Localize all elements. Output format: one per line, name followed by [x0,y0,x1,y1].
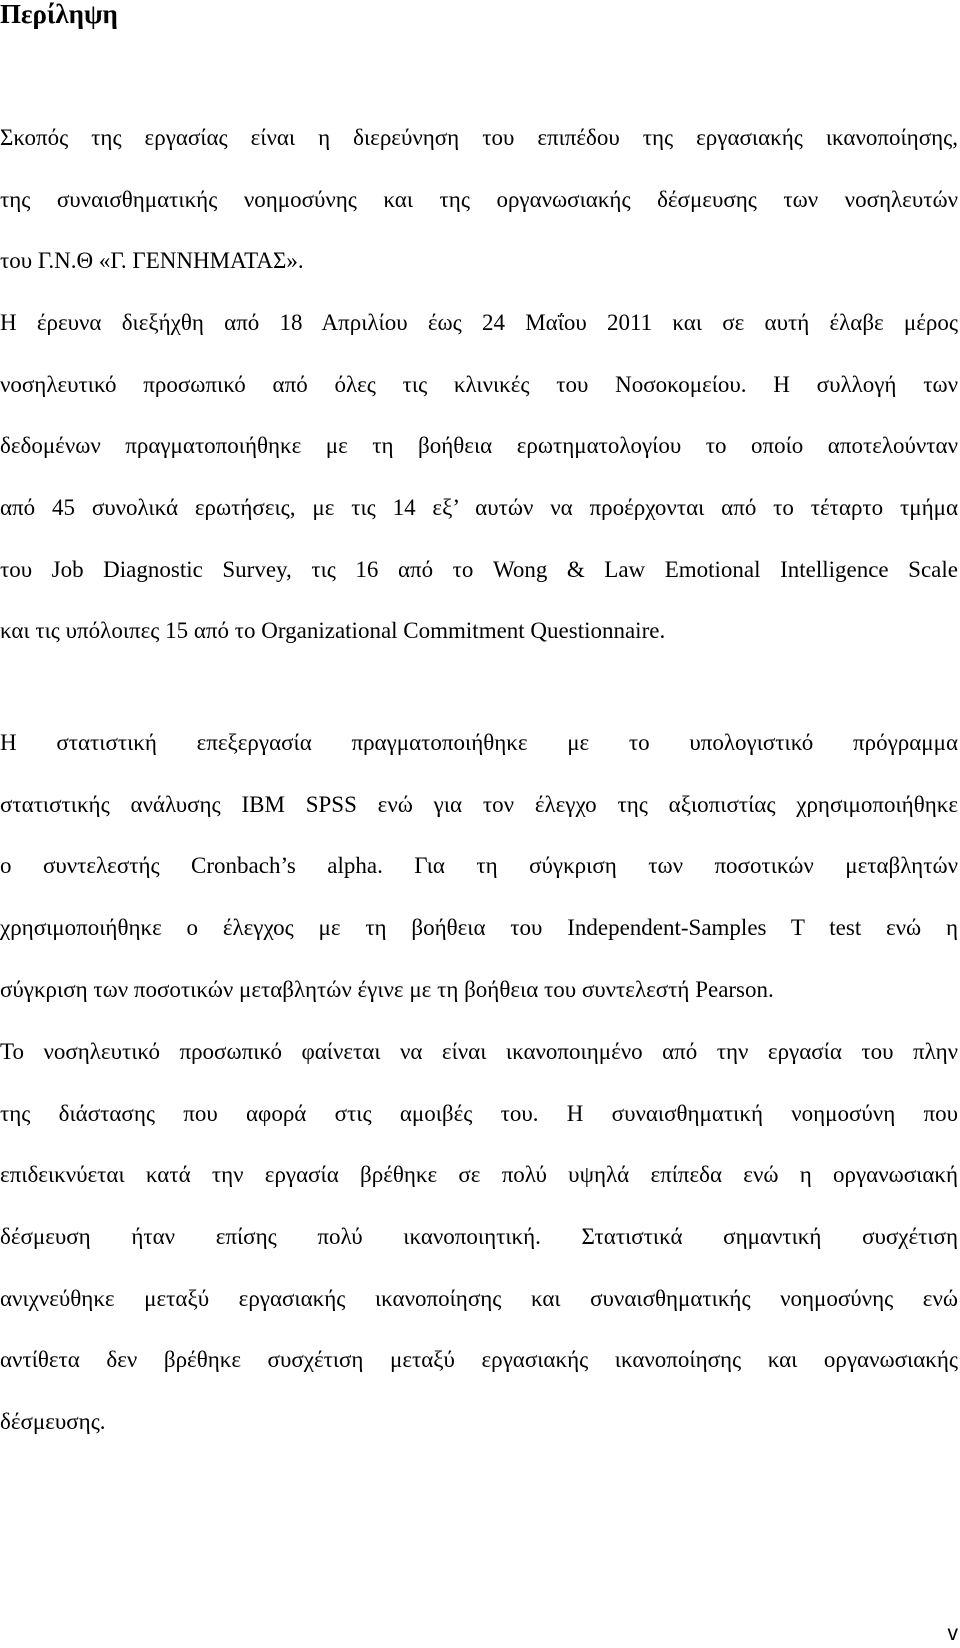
paragraph-line: Η έρευνα διεξήχθη από 18 Απριλίου έως 24 Μαΐου 2011 και σε αυτή έλαβε μέρος [0,310,958,335]
paragraph-line: Σκοπός της εργασίας είναι η διερεύνηση του επιπέδου της εργασιακής ικανοποίησης, [0,125,958,150]
paragraph-line: ανιχνεύθηκε μεταξύ εργασιακής ικανοποίησης και συναισθηματικής νοημοσύνης ενώ [0,1285,958,1311]
paragraph-line: επιδεικνύεται κατά την εργασία βρέθηκε σε πολύ υψηλά επίπεδα ενώ η οργανωσιακή [0,1162,958,1188]
paragraph-line: σύγκριση των ποσοτικών μεταβλητών έγινε με τη βοήθεια του συντελεστή Pearson. [0,976,774,1002]
abstract-paragraph-results [0,1021,958,1453]
page-number: v [947,1622,958,1645]
paragraph-line: από 45 συνολικά ερωτήσεις, με τις 14 εξ’ αυτών να προέρχονται από το τέταρτο τμήμα [0,495,958,521]
paragraph-line: ο συντελεστής Cronbach’s alpha. Για τη σύγκριση των ποσοτικών μεταβλητών [0,853,958,879]
paragraph-line: Η στατιστική επεξεργασία πραγματοποιήθηκε με το υπολογιστικό πρόγραμμα [0,730,958,755]
paragraph-line: δεδομένων πραγματοποιήθηκε με τη βοήθεια ερωτηματολογίου το οποίο αποτελούνταν [0,433,958,459]
paragraph-line: στατιστικής ανάλυσης IBM SPSS ενώ για τον έλεγχο της αξιοπιστίας χρησιμοποιήθηκε [0,791,958,817]
page-title: Περίληψη [0,0,118,29]
paragraph-line: της διάστασης που αφορά στις αμοιβές του. Η συναισθηματική νοημοσύνη που [0,1100,958,1126]
paragraph-line: του Job Diagnostic Survey, τις 16 από το Wong & Law Emotional Intelligence Scale [0,556,958,582]
paragraph-line: αντίθετα δεν βρέθηκε συσχέτιση μεταξύ εργασιακής ικανοποίησης και οργανωσιακής [0,1347,958,1373]
paragraph-line: χρησιμοποιήθηκε ο έλεγχος με τη βοήθεια του Independent-Samples T test ενώ η [0,915,958,941]
abstract-paragraph-method [0,292,958,662]
abstract-paragraph-statistics [0,712,958,1020]
paragraph-line: και τις υπόλοιπες 15 από το Organizational Commitment Questionnaire. [0,618,666,644]
paragraph-line: δέσμευση ήταν επίσης πολύ ικανοποιητική. Στατιστικά σημαντική συσχέτιση [0,1224,958,1250]
paragraph-line: Το νοσηλευτικό προσωπικό φαίνεται να είναι ικανοποιημένο από την εργασία του πλην [0,1039,958,1064]
paragraph-line: δέσμευσης. [0,1409,106,1435]
paragraph-line: του Γ.Ν.Θ «Γ. ΓΕΝΝΗΜΑΤΑΣ». [0,248,304,274]
abstract-paragraph-purpose [0,107,958,292]
paragraph-line: της συναισθηματικής νοημοσύνης και της οργανωσιακής δέσμευσης των νοσηλευτών [0,186,958,212]
paragraph-line: νοσηλευτικό προσωπικό από όλες τις κλινικές του Νοσοκομείου. Η συλλογή των [0,371,958,397]
